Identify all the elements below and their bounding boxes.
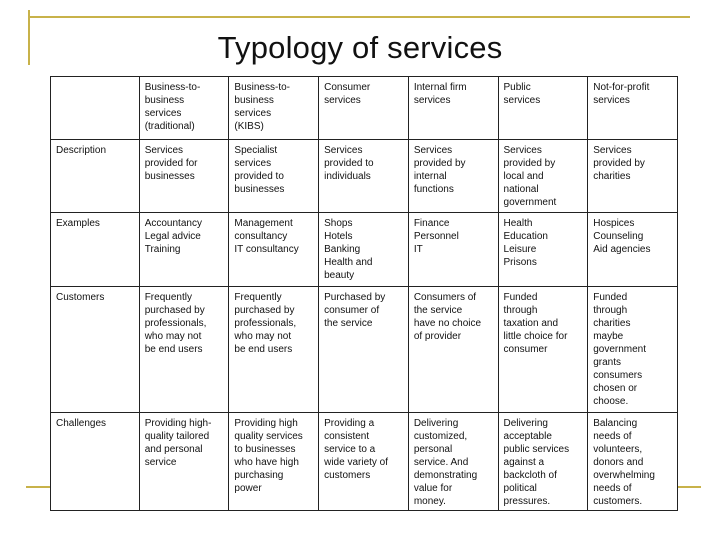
table-row	[51, 287, 678, 413]
row-label-description: Description	[51, 140, 140, 213]
table-cell: Services provided by internal functions	[408, 140, 498, 213]
table-cell: Balancing needs of volunteers, donors and overwhelming needs of customers.	[588, 413, 678, 511]
table-cell: Funded through taxation and little choice for consumer	[498, 287, 588, 413]
row-label-customers: Customers	[51, 287, 140, 413]
table-cell: Health Education Leisure Prisons	[498, 213, 588, 287]
table-cell: Frequently purchased by professionals, who may not be end users	[139, 287, 229, 413]
table-cell: Services provided for businesses	[139, 140, 229, 213]
table-cell: Finance Personnel IT	[408, 213, 498, 287]
corner-cell	[51, 77, 140, 140]
row-label-challenges: Challenges	[51, 413, 140, 511]
table-cell: Delivering customized, personal service. And demonstrating value for money.	[408, 413, 498, 511]
table-cell: Services provided by charities	[588, 140, 678, 213]
header-public: Public services	[498, 77, 588, 140]
table-cell: Management consultancy IT consultancy	[229, 213, 319, 287]
table-cell: Purchased by consumer of the service	[319, 287, 409, 413]
table-cell: Services provided by local and national government	[498, 140, 588, 213]
table-cell: Frequently purchased by professionals, who may not be end users	[229, 287, 319, 413]
table-cell: Shops Hotels Banking Health and beauty	[319, 213, 409, 287]
header-internal-firm: Internal firm services	[408, 77, 498, 140]
row-label-examples: Examples	[51, 213, 140, 287]
table-cell: Providing a consistent service to a wide variety of customers	[319, 413, 409, 511]
table-cell: Services provided to individuals	[319, 140, 409, 213]
decorative-top-rule	[28, 16, 690, 18]
table-cell: Providing high- quality tailored and personal service	[139, 413, 229, 511]
table-cell: Accountancy Legal advice Training	[139, 213, 229, 287]
table-cell: Hospices Counseling Aid agencies	[588, 213, 678, 287]
header-b2b-traditional: Business-to- business services (traditional)	[139, 77, 229, 140]
header-not-for-profit: Not-for-profit services	[588, 77, 678, 140]
table-cell: Funded through charities maybe government grants consumers chosen or choose.	[588, 287, 678, 413]
slide-title: Typology of services	[217, 30, 503, 65]
table-cell: Delivering acceptable public services against a backcloth of political pressures.	[498, 413, 588, 511]
typology-table	[50, 76, 678, 511]
table-cell: Providing high quality services to businesses who have high purchasing power	[229, 413, 319, 511]
table-row	[51, 413, 678, 511]
header-b2b-kibs: Business-to- business services (KIBS)	[229, 77, 319, 140]
table-row	[51, 213, 678, 287]
table-row	[51, 140, 678, 213]
table-cell: Consumers of the service have no choice of provider	[408, 287, 498, 413]
header-consumer: Consumer services	[319, 77, 409, 140]
header-row	[51, 77, 678, 140]
table-cell: Specialist services provided to businesses	[229, 140, 319, 213]
